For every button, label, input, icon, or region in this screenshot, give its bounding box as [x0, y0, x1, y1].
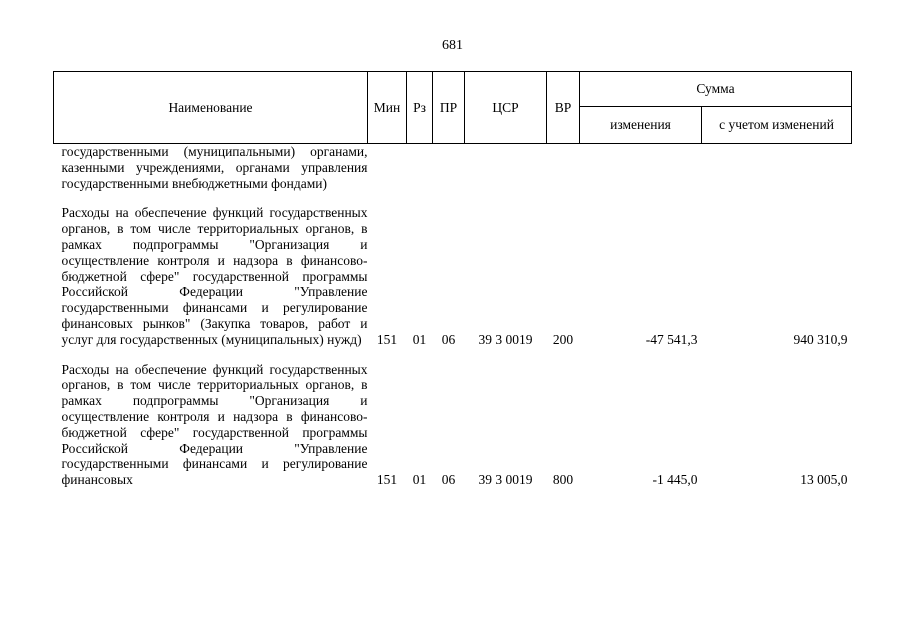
row-vr: 200 — [552, 331, 574, 347]
row-name: Расходы на обеспечение функций государственных органов, в том числе территориальных органов, в рамках подпрограммы "Организация и осуществление контроля и надзора в финансово-бюджетной сфере" государственной программы Российской Федерации "Управление государственными финансами и регулирование финансовых рынков" (Закупка товаров, работ и услуг для государственных (муниципальных) нужд) — [61, 205, 368, 347]
row-pr: 06 — [441, 331, 456, 347]
table-row — [54, 144, 852, 192]
row-total: 940 310,9 — [793, 331, 848, 347]
row-rz: 01 — [412, 472, 427, 488]
header-csr: ЦСР — [465, 72, 547, 144]
row-vr — [547, 144, 580, 192]
table-header — [54, 72, 852, 144]
row-csr: 39 3 0019 — [478, 472, 533, 488]
header-vr: ВР — [547, 72, 580, 144]
row-total: 13 005,0 — [800, 472, 848, 488]
row-rz — [407, 144, 433, 192]
page-number: 681 — [442, 38, 463, 53]
row-pr: 06 — [441, 472, 456, 488]
row-change — [580, 144, 702, 192]
header-name: Наименование — [54, 72, 368, 144]
header-min: Мин — [368, 72, 407, 144]
header-rz: Рз — [407, 72, 433, 144]
row-total — [702, 144, 852, 192]
row-change: -47 541,3 — [645, 331, 698, 347]
row-csr — [465, 144, 547, 192]
row-name: Расходы на обеспечение функций государственных органов, в том числе территориальных органов, в рамках подпрограммы "Организация и осуществление контроля и надзора в финансово-бюджетной сфере" государственной программы Российской Федерации "Управление государственными финансами и регулирование финансовых — [61, 361, 368, 488]
row-min — [368, 144, 407, 192]
row-min: 151 — [376, 331, 398, 347]
row-vr: 800 — [552, 472, 574, 488]
header-change: изменения — [580, 107, 702, 144]
row-change: -1 445,0 — [652, 472, 698, 488]
header-sum: Сумма — [580, 72, 852, 107]
header-pr: ПР — [433, 72, 465, 144]
table-row — [54, 362, 852, 488]
row-min: 151 — [376, 472, 398, 488]
row-csr: 39 3 0019 — [478, 331, 533, 347]
table-row — [54, 205, 852, 347]
row-name: государственными (муниципальными) органами, казенными учреждениями, органами управления государственными внебюджетными фондами) — [61, 144, 368, 191]
header-with-changes: с учетом изменений — [702, 107, 852, 144]
row-pr — [433, 144, 465, 192]
row-rz: 01 — [412, 331, 427, 347]
budget-table — [53, 71, 852, 488]
table-body — [54, 144, 852, 488]
